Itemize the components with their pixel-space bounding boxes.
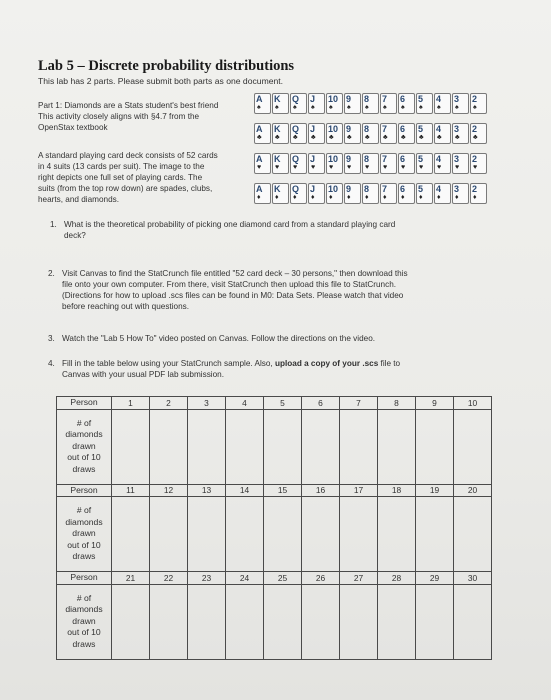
card-suit-icon: ♣: [293, 134, 298, 141]
playing-card: [416, 183, 433, 204]
page-subtitle: This lab has 2 parts. Please submit both parts as one document.: [38, 76, 284, 86]
card-suit-icon: ♥: [437, 164, 442, 171]
diamonds-entry-cell[interactable]: [454, 409, 492, 484]
diamonds-entry-cell[interactable]: [378, 497, 416, 572]
card-rank: 4: [436, 154, 442, 164]
diamonds-label-line: diamonds: [65, 604, 103, 615]
question-line: Watch the "Lab 5 How To" video posted on Canvas. Follow the directions on the video.: [62, 334, 376, 343]
diamonds-label-line: drawn: [72, 440, 96, 451]
card-rank: 7: [382, 184, 388, 194]
diamonds-entry-cell[interactable]: [264, 409, 302, 484]
person-label: Person: [57, 397, 112, 410]
intro-line: hearts, and diamonds.: [38, 195, 120, 204]
card-rank: K: [274, 184, 281, 194]
diamonds-entry-cell[interactable]: [264, 584, 302, 659]
person-number: 10: [454, 397, 492, 410]
diamonds-label-line: # of: [76, 505, 92, 516]
card-rank: 8: [364, 184, 370, 194]
question-number: 3.: [48, 334, 55, 343]
card-rank: 10: [328, 184, 339, 194]
person-number: 27: [340, 572, 378, 585]
playing-card: [272, 153, 289, 174]
card-suit-icon: ♣: [401, 134, 406, 141]
card-rank: 9: [346, 154, 352, 164]
intro-line: OpenStax textbook: [38, 123, 108, 132]
diamonds-table: [56, 396, 492, 660]
person-number: 26: [302, 572, 340, 585]
playing-card: [416, 153, 433, 174]
part1-intro: [38, 100, 248, 133]
card-rank: K: [274, 124, 281, 134]
card-suit-icon: ♣: [365, 134, 370, 141]
card-rank: 2: [472, 124, 478, 134]
playing-card: [344, 123, 361, 144]
card-suit-icon: ♥: [311, 164, 316, 171]
card-suit-icon: ♣: [455, 134, 460, 141]
card-suit-icon: ♣: [473, 134, 478, 141]
card-suit-icon: ♠: [329, 104, 333, 111]
person-number: 28: [378, 572, 416, 585]
playing-card: [272, 183, 289, 204]
intro-line: Part 1: Diamonds are a Stats student's best friend: [38, 101, 219, 110]
diamonds-row: [57, 584, 492, 659]
card-suit-icon: ♣: [275, 134, 280, 141]
card-suit-icon: ♦: [257, 194, 261, 201]
card-rank: 7: [382, 154, 388, 164]
card-rank: A: [256, 154, 263, 164]
person-number: 14: [226, 484, 264, 497]
card-suit-icon: ♠: [437, 104, 441, 111]
card-rank: 9: [346, 184, 352, 194]
person-number: 5: [264, 397, 302, 410]
question-line: deck?: [64, 231, 86, 240]
person-number: 22: [150, 572, 188, 585]
question-line: What is the theoretical probability of picking one diamond card from a standard playing card: [64, 220, 396, 229]
card-suit-icon: ♣: [257, 134, 262, 141]
card-rank: Q: [292, 94, 300, 104]
question-line: [62, 358, 400, 369]
card-rank: 8: [364, 94, 370, 104]
card-suit-icon: ♥: [365, 164, 370, 171]
person-row: [57, 572, 492, 585]
card-suit-icon: ♣: [419, 134, 424, 141]
person-number: 13: [188, 484, 226, 497]
playing-card: [254, 153, 271, 174]
card-suit-icon: ♣: [383, 134, 388, 141]
playing-card: [398, 183, 415, 204]
person-number: 16: [302, 484, 340, 497]
playing-card: [434, 183, 451, 204]
person-number: 25: [264, 572, 302, 585]
card-suit-icon: ♠: [473, 104, 477, 111]
diamonds-label-line: # of: [76, 417, 92, 428]
card-suit-icon: ♦: [383, 194, 387, 201]
card-suit-icon: ♥: [257, 164, 262, 171]
card-suit-icon: ♥: [383, 164, 388, 171]
person-label: Person: [57, 484, 112, 497]
question-line: Canvas with your usual PDF lab submission.: [62, 370, 224, 379]
card-suit-icon: ♦: [455, 194, 459, 201]
playing-card: [452, 153, 469, 174]
diamonds-entry-cell[interactable]: [112, 409, 150, 484]
diamonds-row: [57, 409, 492, 484]
diamonds-label-line: # of: [76, 592, 92, 603]
card-suit-icon: ♠: [275, 104, 279, 111]
intro-line: This activity closely aligns with §4.7 from the: [38, 112, 200, 121]
person-number: 29: [416, 572, 454, 585]
card-rank: 4: [436, 184, 442, 194]
diamonds-entry-cell[interactable]: [454, 497, 492, 572]
person-number: 4: [226, 397, 264, 410]
diamonds-label-line: diamonds: [65, 516, 103, 527]
diamonds-entry-cell[interactable]: [112, 497, 150, 572]
card-suit-icon: ♥: [473, 164, 478, 171]
diamonds-entry-cell[interactable]: [150, 409, 188, 484]
card-suit-icon: ♠: [419, 104, 423, 111]
person-number: 23: [188, 572, 226, 585]
card-rank: J: [310, 154, 316, 164]
card-rank: 5: [418, 94, 424, 104]
playing-card: [362, 123, 379, 144]
person-number: 11: [112, 484, 150, 497]
card-rank: A: [256, 94, 263, 104]
card-suit-icon: ♥: [347, 164, 352, 171]
card-suit-icon: ♦: [437, 194, 441, 201]
question-line: (Directions for how to upload .scs files can be found in M0: Data Sets. Please watch that video: [62, 291, 404, 300]
playing-card: [398, 93, 415, 114]
question-text: Fill in the table below using your StatCrunch sample. Also,: [62, 359, 275, 368]
card-rank: 9: [346, 94, 352, 104]
card-suit-icon: ♠: [383, 104, 387, 111]
person-number: 3: [188, 397, 226, 410]
question-number: 2.: [48, 269, 55, 278]
diamonds-entry-cell[interactable]: [340, 409, 378, 484]
playing-card: [308, 123, 325, 144]
diamonds-entry-cell[interactable]: [264, 497, 302, 572]
card-suit-icon: ♦: [347, 194, 351, 201]
diamonds-label-line: draws: [72, 463, 96, 474]
card-suit-icon: ♥: [455, 164, 460, 171]
diamonds-entry-cell[interactable]: [302, 409, 340, 484]
question-line: file onto your own computer. From there, visit StatCrunch then upload this file to StatCrunch.: [62, 280, 397, 289]
card-rank: Q: [292, 184, 300, 194]
card-rank: 3: [454, 94, 460, 104]
playing-card: [344, 93, 361, 114]
person-number: 8: [378, 397, 416, 410]
diamonds-label: [57, 497, 112, 572]
diamonds-entry-cell[interactable]: [226, 584, 264, 659]
card-rank: 3: [454, 184, 460, 194]
card-suit-icon: ♦: [293, 194, 297, 201]
diamonds-entry-cell[interactable]: [150, 497, 188, 572]
playing-card: [272, 123, 289, 144]
card-rank: 8: [364, 124, 370, 134]
playing-card: [290, 153, 307, 174]
playing-card: [470, 153, 487, 174]
diamonds-entry-cell[interactable]: [226, 409, 264, 484]
intro-line: suits (from the top row down) are spades, clubs,: [38, 184, 213, 193]
diamonds-entry-cell[interactable]: [340, 497, 378, 572]
person-row: [57, 397, 492, 410]
playing-card: [380, 153, 397, 174]
card-rank: 10: [328, 124, 339, 134]
diamonds-entry-cell[interactable]: [378, 584, 416, 659]
diamonds-label-line: drawn: [72, 615, 96, 626]
intro-line: right depicts one full set of playing cards. The: [38, 173, 203, 182]
card-suit-icon: ♠: [365, 104, 369, 111]
card-rank: 4: [436, 124, 442, 134]
playing-card: [452, 183, 469, 204]
question-number: 4.: [48, 359, 55, 368]
card-rank: 3: [454, 154, 460, 164]
playing-card: [470, 93, 487, 114]
page-title: Lab 5 – Discrete probability distributions: [38, 58, 295, 74]
card-suit-icon: ♦: [401, 194, 405, 201]
card-row: [254, 123, 494, 145]
diamonds-row: [57, 497, 492, 572]
card-rank: 10: [328, 94, 339, 104]
card-rank: A: [256, 184, 263, 194]
question-number: 1.: [50, 220, 57, 229]
card-rank: A: [256, 124, 263, 134]
card-suit-icon: ♣: [347, 134, 352, 141]
card-rank: 2: [472, 94, 478, 104]
diamonds-entry-cell[interactable]: [188, 584, 226, 659]
diamonds-entry-cell[interactable]: [416, 584, 454, 659]
person-number: 15: [264, 484, 302, 497]
playing-card: [308, 153, 325, 174]
playing-card: [362, 183, 379, 204]
playing-card: [344, 183, 361, 204]
diamonds-entry-cell[interactable]: [378, 409, 416, 484]
playing-card: [326, 153, 343, 174]
diamonds-label-line: diamonds: [65, 429, 103, 440]
card-suit-icon: ♦: [329, 194, 333, 201]
playing-card: [272, 93, 289, 114]
diamonds-label-line: drawn: [72, 528, 96, 539]
playing-card: [470, 183, 487, 204]
card-rank: K: [274, 154, 281, 164]
playing-card: [380, 183, 397, 204]
diamonds-label-line: out of 10: [67, 627, 101, 638]
person-number: 17: [340, 484, 378, 497]
diamonds-entry-cell[interactable]: [188, 409, 226, 484]
person-number: 7: [340, 397, 378, 410]
playing-card: [398, 123, 415, 144]
playing-card: [398, 153, 415, 174]
playing-card: [362, 93, 379, 114]
person-label: Person: [57, 572, 112, 585]
person-row: [57, 484, 492, 497]
diamonds-label-line: draws: [72, 638, 96, 649]
diamonds-entry-cell[interactable]: [416, 409, 454, 484]
card-suit-icon: ♠: [401, 104, 405, 111]
card-rank: 8: [364, 154, 370, 164]
diamonds-entry-cell[interactable]: [340, 584, 378, 659]
card-rank: 5: [418, 184, 424, 194]
card-suit-icon: ♣: [437, 134, 442, 141]
playing-card: [452, 123, 469, 144]
person-number: 30: [454, 572, 492, 585]
card-suit-icon: ♥: [329, 164, 334, 171]
deck-description: [38, 150, 248, 205]
diamonds-entry-cell[interactable]: [150, 584, 188, 659]
card-suit-icon: ♣: [329, 134, 334, 141]
intro-line: in 4 suits (13 cards per suit). The image to the: [38, 162, 205, 171]
card-suit-icon: ♦: [311, 194, 315, 201]
diamonds-label: [57, 409, 112, 484]
card-row: [254, 93, 494, 115]
diamonds-entry-cell[interactable]: [302, 584, 340, 659]
question-text: file to: [378, 359, 401, 368]
person-number: 1: [112, 397, 150, 410]
card-rank: Q: [292, 124, 300, 134]
card-row: [254, 183, 494, 205]
card-suit-icon: ♠: [347, 104, 351, 111]
card-suit-icon: ♠: [257, 104, 261, 111]
diamonds-entry-cell[interactable]: [302, 497, 340, 572]
card-rank: 2: [472, 154, 478, 164]
card-suit-icon: ♣: [311, 134, 316, 141]
diamonds-label-line: out of 10: [67, 539, 101, 550]
person-number: 21: [112, 572, 150, 585]
card-rank: 7: [382, 124, 388, 134]
playing-card: [326, 183, 343, 204]
playing-card: [254, 93, 271, 114]
playing-card: [254, 183, 271, 204]
playing-card: [452, 93, 469, 114]
playing-card: [344, 153, 361, 174]
card-rank: J: [310, 184, 316, 194]
card-row: [254, 153, 494, 175]
person-number: 24: [226, 572, 264, 585]
card-rank: 6: [400, 154, 406, 164]
playing-card: [362, 153, 379, 174]
playing-card: [326, 93, 343, 114]
diamonds-entry-cell[interactable]: [416, 497, 454, 572]
card-suit-icon: ♥: [419, 164, 424, 171]
playing-card: [254, 123, 271, 144]
playing-card: [416, 93, 433, 114]
playing-card: [290, 93, 307, 114]
person-number: 20: [454, 484, 492, 497]
card-rank: 5: [418, 154, 424, 164]
card-suit-icon: ♥: [275, 164, 280, 171]
playing-card: [326, 123, 343, 144]
card-suit-icon: ♥: [401, 164, 406, 171]
card-suit-icon: ♦: [365, 194, 369, 201]
card-suit-icon: ♠: [311, 104, 315, 111]
playing-card: [290, 183, 307, 204]
diamonds-entry-cell[interactable]: [112, 584, 150, 659]
playing-card: [308, 93, 325, 114]
card-suit-icon: ♦: [473, 194, 477, 201]
playing-card: [434, 93, 451, 114]
person-number: 12: [150, 484, 188, 497]
card-rank: 10: [328, 154, 339, 164]
card-rank: K: [274, 94, 281, 104]
card-rank: 5: [418, 124, 424, 134]
person-number: 19: [416, 484, 454, 497]
playing-card: [470, 123, 487, 144]
card-rank: 3: [454, 124, 460, 134]
card-rank: Q: [292, 154, 300, 164]
diamonds-entry-cell[interactable]: [454, 584, 492, 659]
playing-card: [380, 123, 397, 144]
person-number: 9: [416, 397, 454, 410]
card-suit-icon: ♦: [419, 194, 423, 201]
playing-card: [434, 123, 451, 144]
person-number: 6: [302, 397, 340, 410]
card-suit-icon: ♥: [293, 164, 298, 171]
card-rank: J: [310, 94, 316, 104]
card-suit-icon: ♠: [455, 104, 459, 111]
diamonds-label: [57, 584, 112, 659]
card-rank: 9: [346, 124, 352, 134]
card-rank: 6: [400, 94, 406, 104]
diamonds-entry-cell[interactable]: [226, 497, 264, 572]
card-rank: 6: [400, 184, 406, 194]
playing-card: [290, 123, 307, 144]
card-rank: 2: [472, 184, 478, 194]
intro-line: A standard playing card deck consists of 52 cards: [38, 151, 218, 160]
question-line: Visit Canvas to find the StatCrunch file entitled "52 card deck – 30 persons," then download this: [62, 269, 408, 278]
person-number: 2: [150, 397, 188, 410]
diamonds-label-line: draws: [72, 551, 96, 562]
card-rank: 4: [436, 94, 442, 104]
playing-card: [380, 93, 397, 114]
person-number: 18: [378, 484, 416, 497]
card-rank: 6: [400, 124, 406, 134]
diamonds-label-line: out of 10: [67, 452, 101, 463]
playing-cards-image: [254, 93, 494, 213]
card-suit-icon: ♦: [275, 194, 279, 201]
card-rank: J: [310, 124, 316, 134]
playing-card: [416, 123, 433, 144]
question-line: before reaching out with questions.: [62, 302, 189, 311]
diamonds-entry-cell[interactable]: [188, 497, 226, 572]
playing-card: [308, 183, 325, 204]
question-bold-text: upload a copy of your .scs: [274, 359, 379, 368]
card-suit-icon: ♠: [293, 104, 297, 111]
card-rank: 7: [382, 94, 388, 104]
playing-card: [434, 153, 451, 174]
